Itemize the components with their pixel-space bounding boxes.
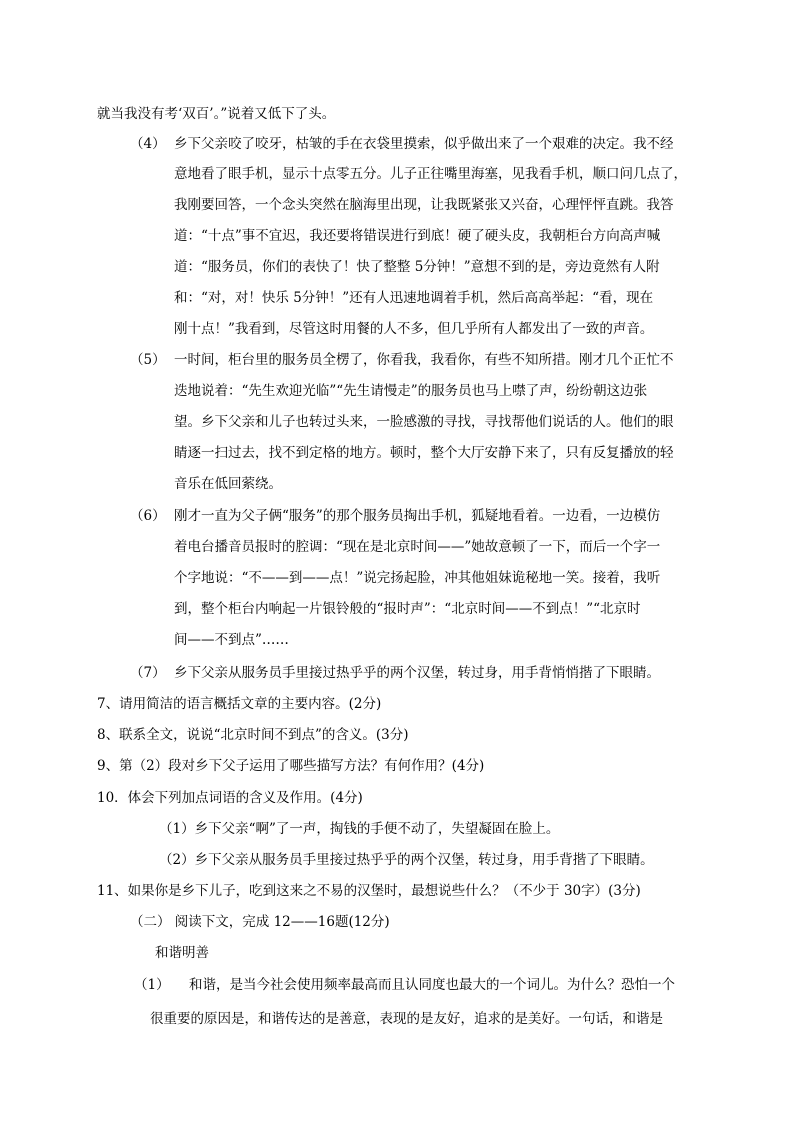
paragraph-line: 音乐在低回萦绕。 <box>174 476 282 492</box>
question-10: 10．体会下列加点词语的含义及作用。(4分) <box>97 790 363 806</box>
paragraph-line: 间——不到点”…… <box>174 632 289 648</box>
paragraph-line: 我刚要回答，一个念头突然在脑海里出现，让我既紧张又兴奋，心理怦怦直跳。我答 <box>174 197 674 213</box>
paragraph-line: 个字地说：“不——到——点！”说完扬起脸，冲其他姐妹诡秘地一笑。接着，我听 <box>174 570 661 586</box>
paragraph-line: 和谐，是当今社会使用频率最高而且认同度也最大的一个词儿。为什么？恐怕一个 <box>189 977 675 993</box>
paragraph-line: 很重要的原因是，和谐传达的是善意，表现的是友好，追求的是美好。一句话，和谐是 <box>150 1011 663 1027</box>
question-10-item: （1）乡下父亲“啊”了一声，掏钱的手便不动了，失望凝固在脸上。 <box>159 821 560 837</box>
paragraph-number: （1） <box>134 977 170 993</box>
story-lead-line: 就当我没有考‘双百’。”说着又低下了头。 <box>97 106 336 122</box>
paragraph-line: 乡下父亲咬了咬牙，枯皱的手在衣袋里摸索，似乎做出来了一个艰难的决定。我不经 <box>174 136 674 152</box>
paragraph-line: 望。乡下父亲和儿子也转过头来，一脸感激的寻找，寻找帮他们说话的人。他们的眼 <box>174 414 674 430</box>
paragraph-line: 刚才一直为父子俩“服务”的那个服务员掏出手机，狐疑地看着。一边看，一边模仿 <box>174 508 661 524</box>
paragraph-number: （4） <box>130 136 166 152</box>
paragraph-number: （7） <box>130 665 166 681</box>
paragraph-line: 睛逐一扫过去，找不到定格的地方。顿时，整个大厅安静下来了，只有反复播放的轻 <box>174 445 674 461</box>
paragraph-line: 刚十点！”我看到，尽管这时用餐的人不多，但几乎所有人都发出了一致的声音。 <box>174 321 654 337</box>
paragraph-line: 道：“服务员，你们的表快了！快了整整 5分钟！”意想不到的是，旁边竟然有人附 <box>174 259 660 275</box>
paragraph-line: 迭地说着：“先生欢迎光临”“先生请慢走”的服务员也马上噤了声，纷纷朝这边张 <box>174 383 648 399</box>
paragraph-line: 道：“十点”事不宜迟，我还要将错误进行到底！硬了硬头皮，我朝柜台方向高声喊 <box>174 228 661 244</box>
paragraph-line: 一时间，柜台里的服务员全楞了，你看我，我看你，有些不知所措。刚才几个正忙不 <box>174 352 674 368</box>
question-10-item: （2）乡下父亲从服务员手里接过热乎乎的两个汉堡，转过身，用手背揩了下眼睛。 <box>159 852 654 868</box>
section-heading: （二） 阅读下文，完成 12——16题(12分) <box>130 914 390 930</box>
question-7: 7、请用简洁的语言概括文章的主要内容。(2分) <box>97 696 382 712</box>
question-8: 8、联系全文，说说“北京时间不到点”的含义。(3分) <box>97 727 409 743</box>
question-9: 9、第（2）段对乡下父子运用了哪些描写方法？有何作用？(4分) <box>97 758 485 774</box>
paragraph-line: 乡下父亲从服务员手里接过热乎乎的两个汉堡，转过身，用手背悄悄揩了下眼睛。 <box>174 665 660 681</box>
paragraph-line: 着电台播音员报时的腔调：“现在是北京时间——”她故意顿了一下，而后一个字一 <box>174 539 661 555</box>
paragraph-line: 到，整个柜台内响起一片银铃般的“报时声”：“北京时间——不到点！”“北京时 <box>174 601 641 617</box>
paragraph-number: （5） <box>130 352 166 368</box>
question-11: 11、如果你是乡下儿子，吃到这来之不易的汉堡时，最想说些什么？（不少于 30字）(3分) <box>97 883 641 899</box>
paragraph-line: 和：“对，对！快乐 5分钟！”还有人迅速地调着手机，然后高高举起：“看，现在 <box>174 290 654 306</box>
paragraph-line: 意地看了眼手机，显示十点零五分。儿子正往嘴里海塞，见我看手机，顺口问几点了， <box>174 166 687 182</box>
article-title: 和谐明善 <box>155 945 209 961</box>
paragraph-number: （6） <box>130 508 166 524</box>
